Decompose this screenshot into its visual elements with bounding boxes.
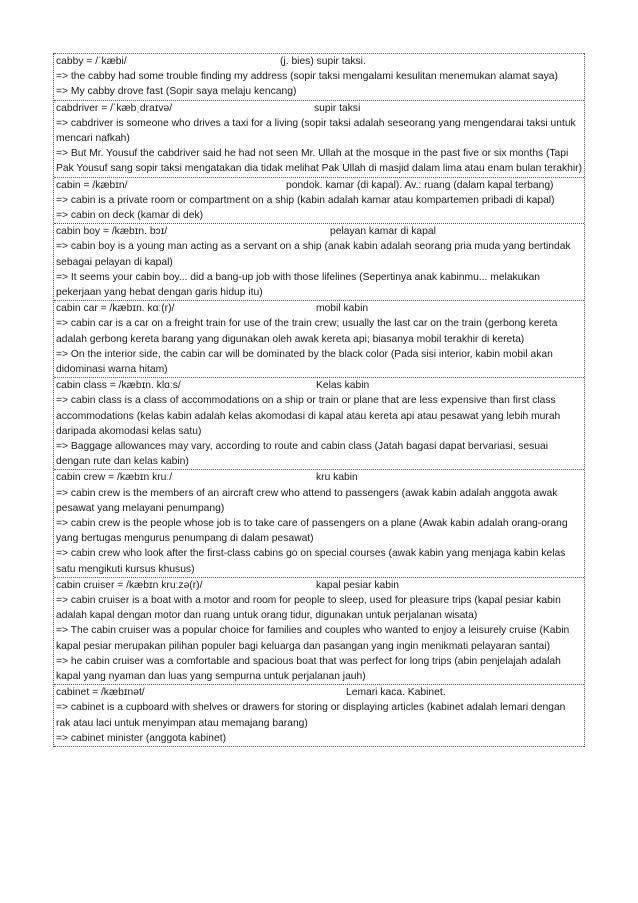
dictionary-entry-cabin-car [54, 300, 584, 377]
entry-gloss: kapal pesiar kabin [316, 579, 399, 591]
entry-gloss: pondok. kamar (di kapal). Av.: ruang (dalam kapal terbang) [286, 179, 554, 191]
entry-example: => cabin cruiser is a boat with a motor and room for people to sleep, used for pleasure trips (kapal pesiar kabin adalah kapal dengan motor dan ruang untuk orang tidur, digunakan untuk perjalanan wisata) [56, 594, 561, 622]
dictionary-entry-cabdriver [54, 100, 584, 177]
entry-term: cabinet = /kæbɪnət/ [56, 687, 145, 699]
entry-gloss: supir taksi [314, 102, 361, 114]
entry-term: cabin car = /kæbɪn. kɑː(r)/ [56, 303, 175, 315]
dictionary-entry-cabin-class [54, 377, 584, 469]
entry-example: => the cabby had some trouble finding my address (sopir taksi mengalami kesulitan menemukan alamat saya) [56, 71, 558, 83]
entry-example: => cabdriver is someone who drives a taxi for a living (sopir taksi adalah seseorang yang mengendarai taksi untuk mencari nafkah) [56, 117, 576, 144]
entry-header [56, 101, 582, 116]
entry-term: cabin class = /kæbɪn. klɑːs/ [56, 380, 181, 392]
entry-example: => cabin car is a car on a freight train for use of the train crew; usually the last car on the train (gerbong kereta adalah gerbong kereta barang yang digunakan oleh awak kereta api; biasanya mobil terakhir di kereta) [56, 318, 558, 345]
entry-gloss: Kelas kabin [316, 380, 370, 392]
entry-example: => cabin on deck (kamar di dek) [56, 209, 204, 221]
entry-header [56, 224, 582, 239]
dictionary-page [53, 53, 585, 747]
entry-header [56, 578, 582, 593]
entry-gloss: mobil kabin [316, 303, 369, 315]
dictionary-entry-cabin-crew [54, 469, 584, 576]
entry-example: => cabin boy is a young man acting as a servant on a ship (anak kabin adalah seorang pria muda yang bertindak sebagai pelayan di kapal) [56, 241, 571, 268]
entry-example: => cabinet is a cupboard with shelves or drawers for storing or displaying articles (kabinet adalah lemari dengan rak atau laci untuk menyimpan atau memajang barang) [56, 702, 566, 729]
entry-header [56, 470, 582, 485]
entry-term: cabin = /kæbɪn/ [56, 179, 128, 191]
entry-example: => Baggage allowances may vary, according to route and cabin class (Jatah bagasi dapat bervariasi, sesuai dengan rute dan kelas kabin) [56, 440, 549, 468]
entry-header [56, 301, 582, 316]
dictionary-entry-cabby [54, 53, 584, 100]
entry-example: => cabinet minister (anggota kabinet) [56, 732, 226, 744]
dictionary-entry-cabin [54, 177, 584, 224]
entry-gloss: Lemari kaca. Kabinet. [346, 687, 446, 699]
entry-example: => cabin is a private room or compartment on a ship (kabin adalah kamar atau kompartemen pribadi di kapal) [56, 194, 555, 206]
dictionary-entry-cabin-cruiser [54, 577, 584, 684]
entry-example: => cabin class is a class of accommodations on a ship or train or plane that are less expensive than first class accommodations (kelas kabin adalah kelas akomodasi di kapal atau kereta api atau pesawat yang lebih murah daripada akomodasi kelas satu) [56, 395, 561, 437]
entry-example: => cabin crew is the people whose job is to take care of passengers on a plane (Awak kabin adalah orang-orang yang bertugas mengurus penumpang di dalam pesawat) [56, 517, 568, 545]
dictionary-entry-cabin-boy [54, 223, 584, 300]
entry-gloss: pelayan kamar di kapal [330, 226, 436, 238]
entry-gloss: (j. bies) supir taksi. [280, 56, 366, 67]
entry-example: => The cabin cruiser was a popular choice for families and couples who wanted to enjoy a leisurely cruise (Kabin kapal pesiar merupakan pilihan populer bagi keluarga dan pasangan yang ingin menikmati pelayaran santai) [56, 625, 570, 652]
entry-term: cabin cruiser = /kæbɪn kruːzə(r)/ [56, 579, 203, 591]
entry-example: => But Mr. Yousuf the cabdriver said he had not seen Mr. Ullah at the mosque in the past five or six months (Tapi Pak Yousuf sang sopir taksi mengatakan dia tidak melihat Pak Ullah di masjid dalam lima atau enam bulan terakhir) [56, 148, 582, 175]
entry-header [56, 685, 582, 700]
dictionary-entry-cabinet [54, 684, 584, 747]
entry-gloss: kru kabin [316, 472, 358, 484]
entry-header [56, 178, 582, 193]
entry-example: => On the interior side, the cabin car will be dominated by the black color (Pada sisi interior, kabin mobil akan didominasi warna hitam) [56, 348, 553, 375]
entry-term: cabby = /ˈkæbi/ [56, 56, 127, 67]
entry-example: => My cabby drove fast (Sopir saya melaju kencang) [56, 86, 297, 98]
entry-term: cabdriver = /ˈkæbˌdraɪvə/ [56, 102, 173, 114]
entry-term: cabin crew = /kæbɪn kruː/ [56, 472, 173, 484]
entry-example: => he cabin cruiser was a comfortable and spacious boat that was perfect for long trips (abin penjelajah adalah kapal yang nyaman dan luas yang sempurna untuk perjalanan jauh) [56, 655, 561, 682]
entry-header [56, 54, 582, 69]
entry-term: cabin boy = /kæbɪn. bɔɪ/ [56, 226, 168, 238]
entry-example: => cabin crew is the members of an aircraft crew who attend to passengers (awak kabin adalah anggota awak pesawat yang melayani penumpang) [56, 487, 558, 514]
entry-header [56, 378, 582, 393]
entry-example: => cabin crew who look after the first-class cabins go on special courses (awak kabin yang menjaga kabin kelas satu mengikuti kursus khusus) [56, 548, 566, 575]
entry-example: => It seems your cabin boy... did a bang-up job with those lifelines (Sepertinya anak kabinmu... melakukan pekerjaan yang hebat dengan garis hidup itu) [56, 271, 541, 298]
